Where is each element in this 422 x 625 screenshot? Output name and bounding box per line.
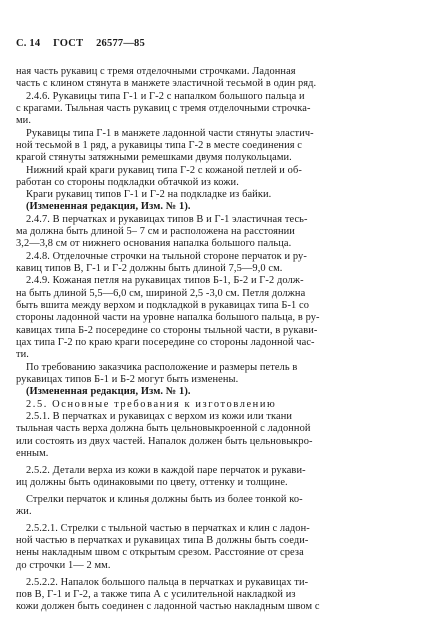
- text-line: 2.4.8. Отделочные строчки на тыльной стороне перчаток и ру-: [26, 251, 307, 262]
- text-line: кавицах типа Б-2 посередине со стороны тыльной части, в рукави-: [16, 325, 318, 336]
- text-line: Рукавицы типа Г-1 в манжете ладонной части стянуты эластич-: [26, 128, 314, 139]
- text-line: ма должна быть длиной 5– 7 см и расположена на расстоянии: [16, 226, 295, 237]
- text-line: рукавицах типов Б-1 и Б-2 могут быть изменены.: [16, 374, 239, 385]
- text-line: кожи должен быть соединен с ладонной частью накладным швом с: [16, 601, 320, 612]
- text-line: енным.: [16, 448, 49, 459]
- revision-note: (Измененная редакция, Изм. № 1).: [26, 201, 191, 212]
- text-line: иц должны быть одинаковыми по цвету, оттенку и толщине.: [16, 477, 288, 488]
- text-line: кавиц типов В, Г-1 и Г-2 должны быть длиной 7,5—9,0 см.: [16, 263, 283, 274]
- text-line: ми.: [16, 115, 32, 126]
- standard-number: 26577—85: [96, 38, 145, 49]
- text-line: 2.5.2.2. Напалок большого пальца в перчатках и рукавицах ти-: [26, 577, 309, 588]
- text-line: быть вшита между верхом и подкладкой в рукавицах типа Б-1 со: [16, 300, 310, 311]
- text-line: или состоять из двух частей. Напалок должен быть цельновыкро-: [16, 436, 313, 447]
- revision-note: (Измененная редакция, Изм. № 1).: [26, 386, 191, 397]
- text-line: 2.5.2.1. Стрелки с тыльной частью в перчатках и клин с ладон-: [26, 523, 310, 534]
- text-line: крагой стянуты затяжными ремешками двумя полукольцами.: [16, 152, 292, 163]
- text-line: Стрелки перчаток и клинья должны быть из более тонкой ко-: [26, 494, 303, 505]
- text-line: 2.5.2. Детали верха из кожи в каждой паре перчаток и рукави-: [26, 465, 306, 476]
- text-line: 3,2—3,8 см от нижнего основания напалка большого пальца.: [16, 238, 292, 249]
- text-line: тыльная часть верха должна быть цельновыкроенной с ладонной: [16, 423, 311, 434]
- text-line: По требованию заказчика расположение и размеры петель в: [26, 362, 298, 373]
- section-heading: 2.5. Основные требования к изготовлению: [26, 399, 277, 410]
- text-line: с крагами. Тыльная часть рукавиц с тремя отделочными строчка-: [16, 103, 311, 114]
- text-line: часть с клином стянута в манжете эластичной тесьмой в один ряд.: [16, 78, 317, 89]
- text-line: ной тесьмой в 1 ряд, а рукавицы типа Г-2 в месте соединения с: [16, 140, 303, 151]
- text-line: 2.4.6. Рукавицы типа Г-1 и Г-2 с напалком большого пальца и: [26, 91, 305, 102]
- text-line: нены накладным швом с открытым срезом. Расстояние от среза: [16, 547, 304, 558]
- page-number: С. 14: [16, 38, 41, 49]
- text-line: на быть длиной 5,5—6,0 см, шириной 2,5 -3,0 см. Петля должна: [16, 288, 306, 299]
- text-line: 2.4.7. В перчатках и рукавицах типов В и Г-1 эластичная тесь-: [26, 214, 308, 225]
- text-line: до строчки 1— 2 мм.: [16, 560, 111, 571]
- text-line: работан со стороны подкладки обтачкой из кожи.: [16, 177, 239, 188]
- text-line: Нижний край краги рукавиц типа Г-2 с кожаной петлей и об-: [26, 165, 302, 176]
- standard-label: ГОСТ: [53, 38, 84, 49]
- text-line: жи.: [16, 506, 32, 517]
- text-line: 2.5.1. В перчатках и рукавицах с верхом из кожи или ткани: [26, 411, 293, 422]
- text-line: 2.4.9. Кожаная петля на рукавицах типов Б-1, Б-2 и Г-2 долж-: [26, 275, 304, 286]
- text-line: ти.: [16, 349, 29, 360]
- text-line: ной частью в перчатках и рукавицах типа В должны быть соеди-: [16, 535, 309, 546]
- text-line: цах типа Г-2 по краю краги посередине со стороны ладонной час-: [16, 337, 315, 348]
- text-line: ная часть рукавиц с тремя отделочными строчками. Ладонная: [16, 66, 296, 77]
- text-line: Краги рукавиц типов Г-1 и Г-2 на подкладке из байки.: [26, 189, 272, 200]
- page-header: [16, 38, 155, 49]
- text-line: стороны ладонной части на уровне напалка большого пальца, в ру-: [16, 312, 320, 323]
- text-line: пов В, Г-1 и Г-2, а также типа А с усилительной накладкой из: [16, 589, 296, 600]
